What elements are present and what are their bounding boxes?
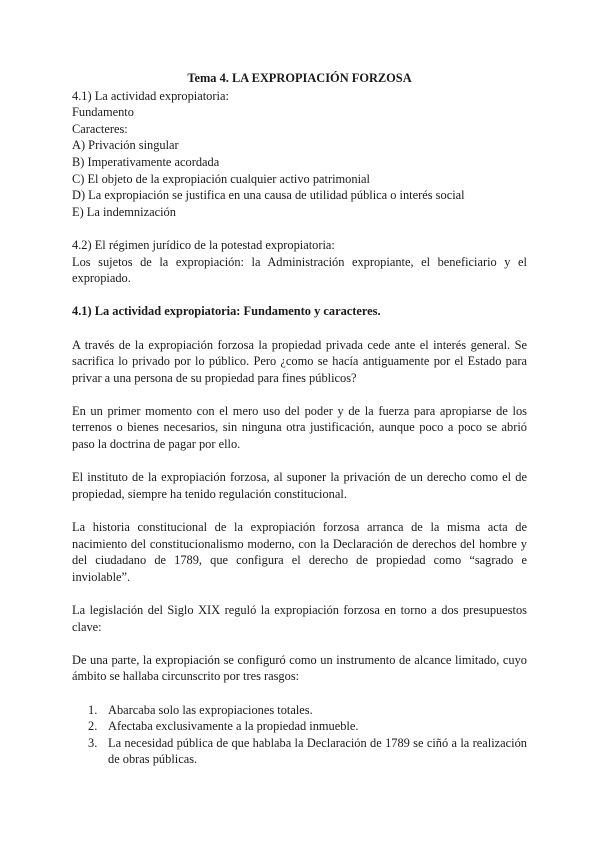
rasgos-list bbox=[72, 702, 527, 768]
list-item-number: 2. bbox=[88, 719, 98, 734]
list-item-text: La necesidad pública de que hablaba la Declaración de 1789 se ciñó a la realización de obras públicas. bbox=[108, 735, 527, 767]
index-item-d: D) La expropiación se justifica en una causa de utilidad pública o interés social bbox=[72, 188, 465, 203]
index-item-e: E) La indemnización bbox=[72, 204, 176, 219]
index-item-b: B) Imperativamente acordada bbox=[72, 154, 220, 169]
paragraph: La historia constitucional de la expropiación forzosa arranca de la misma acta de nacimiento del constitucionalismo moderno, con la Declaración de derechos del hombre y del ciudadano de 1789, que configura el derecho de propiedad como “sagrado e inviolable”. bbox=[72, 520, 527, 584]
paragraph: En un primer momento con el mero uso del poder y de la fuerza para apropiarse de los terrenos o bienes necesarios, sin ninguna otra justificación, aunque poco a poco se abrió paso la doctrina de pagar por ello. bbox=[72, 403, 527, 452]
list-item-number: 1. bbox=[88, 702, 98, 717]
list-item-text: Abarcaba solo las expropiaciones totales. bbox=[108, 702, 313, 717]
index-caracteres: Caracteres: bbox=[72, 121, 128, 136]
document-title: Tema 4. LA EXPROPIACIÓN FORZOSA bbox=[187, 71, 412, 85]
index-item-a: A) Privación singular bbox=[72, 138, 179, 153]
index-fundamento: Fundamento bbox=[72, 105, 134, 120]
document-body bbox=[72, 70, 527, 768]
index-section-2-text: Los sujetos de la expropiación: la Administración expropiante, el beneficiario y el expropiado. bbox=[72, 254, 527, 286]
paragraph: A través de la expropiación forzosa la propiedad privada cede ante el interés general. Se sacrifica lo privado por lo público. Pero ¿como se hacía antiguamente por el Estado para privar a una persona de su propiedad para fines públicos? bbox=[72, 337, 527, 385]
section-heading-4-1: 4.1) La actividad expropiatoria: Fundamento y caracteres. bbox=[72, 304, 381, 319]
list-item-number: 3. bbox=[88, 735, 98, 750]
list-item bbox=[88, 718, 527, 735]
index-item-c: C) El objeto de la expropiación cualquier activo patrimonial bbox=[72, 171, 370, 186]
index-section-1: 4.1) La actividad expropiatoria: bbox=[72, 88, 229, 103]
paragraph: De una parte, la expropiación se configuró como un instrumento de alcance limitado, cuyo ámbito se hallaba circunscrito por tres rasgos: bbox=[72, 652, 527, 684]
paragraph: La legislación del Siglo XIX reguló la expropiación forzosa en torno a dos presupuestos clave: bbox=[72, 603, 527, 634]
list-item bbox=[88, 735, 527, 768]
list-item-text: Afectaba exclusivamente a la propiedad inmueble. bbox=[108, 719, 359, 734]
list-item bbox=[88, 702, 527, 719]
index-section-2: 4.2) El régimen jurídico de la potestad expropiatoria: bbox=[72, 237, 335, 252]
paragraph: El instituto de la expropiación forzosa, al suponer la privación de un derecho como el de propiedad, siempre ha tenido regulación constitucional. bbox=[72, 470, 527, 501]
